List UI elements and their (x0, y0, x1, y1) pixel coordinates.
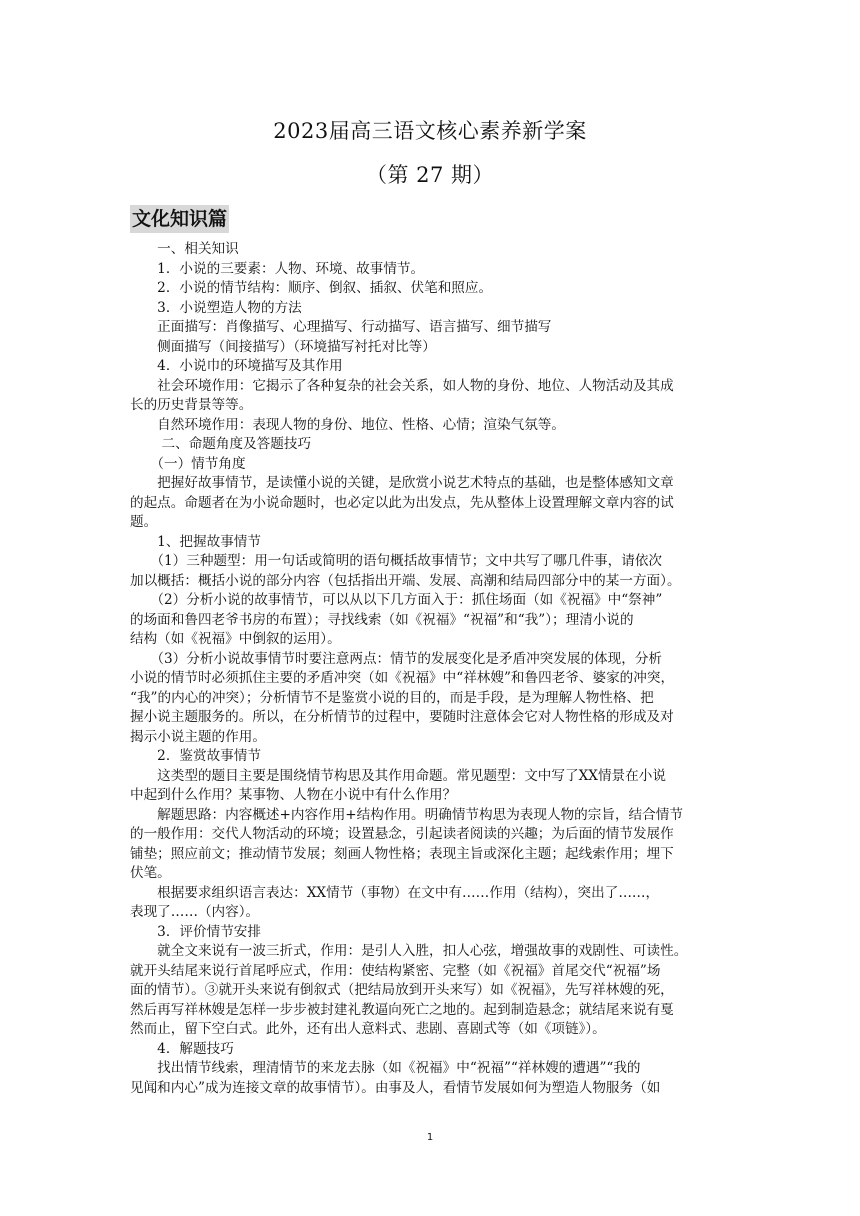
text-line: 这类型的题目主要是围绕情节构思及其作用命题。常见题型：文中写了XX情景在小说 (130, 767, 666, 784)
section-heading: 文化知识篇 (130, 205, 229, 233)
text-line: 解题思路：内容概述+内容作用+结构作用。明确情节构思为表现人物的宗旨，结合情节 (130, 806, 683, 823)
text-line: 的场面和鲁四老爷书房的布置）；寻找线索（如《祝福》“祝福”和“我”）；理清小说的 (130, 611, 634, 628)
text-line: 见闻和内心”成为连接文章的故事情节）。由事及人，看情节发展如何为塑造人物服务（如 (130, 1079, 661, 1096)
text-line: （2）分析小说的故事情节，可以从以下几方面入于：抓住场面（如《祝福》中“祭神” (130, 592, 663, 608)
text-line: 一、相关知识 (130, 241, 239, 257)
text-line: 找出情节线索，理清情节的来龙去脉（如《祝福》中“祝福”“祥林嫂的遭遇”“我的 (130, 1060, 641, 1076)
text-line: 正面描写：肖像描写、心理描写、行动描写、语言描写、细节描写 (130, 319, 552, 335)
text-line: 3．评价情节安排 (130, 923, 261, 940)
document-title: 2023届高三语文核心素养新学案 (273, 119, 587, 143)
text-line: 加以概括：概括小说的部分内容（包括指出开端、发展、高潮和结局四部分中的某一方面）。 (130, 572, 681, 589)
body-text (130, 240, 732, 1098)
text-line: 表现了……（内容）。 (130, 904, 260, 920)
text-line: 然而止，留下空白式。此外，还有出人意料式、悲剧、喜剧式等（如《项链》）。 (130, 1021, 606, 1037)
text-line: 侧面描写（间接描写）（环境描写衬托对比等） (130, 338, 436, 355)
text-line: 然后再写祥林嫂是怎样一步步被封建礼教逼向死亡之地的。起到制造悬念；就结尾来说有戛 (130, 1001, 674, 1018)
text-line: 的一般作用：交代人物活动的环境；设置悬念，引起读者阅读的兴趣；为后面的情节发展作 (130, 826, 674, 842)
text-line: （一）情节角度 (130, 455, 246, 472)
text-line: “我”的内心的冲突）；分析情节不是鉴赏小说的目的，而是手段，是为理解人物性格、把 (130, 689, 654, 706)
text-line: 题。 (130, 514, 158, 530)
text-line: 4．小说巾的环境描写及其作用 (130, 358, 343, 374)
text-line: 小说的情节时必须抓住主要的矛盾冲突（如《祝福》中“祥林嫂”和鲁四老爷、婆家的冲突， (130, 670, 675, 686)
text-line: 二、命题角度及答题技巧 (130, 436, 312, 452)
text-line: 伏笔。 (130, 865, 171, 881)
issue-number: （第 27 期） (365, 163, 495, 187)
text-line: 的起点。命题者在为小说命题时，也必定以此为出发点，先从整体上设置理解文章内容的试 (130, 494, 674, 511)
text-line: 铺垫；照应前文；推动情节发展；刻画人物性格；表现主旨或深化主题；起线索作用；埋下 (130, 845, 674, 862)
text-line: （1）三种题型：用一句话或简明的语句概括故事情节；文中共写了哪几件事，请依次 (130, 553, 663, 569)
text-line: 4．解题技巧 (130, 1040, 234, 1057)
text-line: 就开头结尾来说行首尾呼应式，作用：使结构紧密、完整（如《祝福》首尾交代“祝福”场 (130, 962, 661, 979)
text-line: 根据要求组织语言表达：XX情节（事物）在文中有……作用（结构），突出了……， (130, 884, 660, 901)
text-line: 社会环境作用：它揭示了各种复杂的社会关系，如人物的身份、地位、人物活动及其成 (130, 377, 674, 394)
text-line: 1、把握故事情节 (130, 533, 261, 550)
text-line: 中起到什么作用？某事物、人物在小说中有什么作用？ (130, 787, 457, 803)
text-line: 就全文来说有一波三折式，作用：是引人入胜，扣人心弦，增强故事的戏剧性、可读性。 (130, 943, 688, 959)
text-line: 握小说主题服务的。所以，在分析情节的过程中，要随时注意体会它对人物性格的形成及对 (130, 709, 674, 725)
text-line: 3．小说塑造人物的方法 (130, 299, 302, 316)
text-line: 揭示小说主题的作用。 (130, 728, 266, 745)
text-line: 结构（如《祝福》中倒叙的运用）。 (130, 631, 341, 647)
text-line: 长的历史背景等等。 (130, 397, 253, 413)
text-line: 面的情节）。③就开头来说有倒叙式（把结局放到开头来写）如《祝福》，先写祥林嫂的死， (130, 982, 674, 998)
text-line: 自然环境作用：表现人物的身份、地位、性格、心情；渲染气氛等。 (130, 416, 565, 433)
text-line: 把握好故事情节，是读懂小说的关键，是欣赏小说艺术特点的基础，也是整体感知文章 (130, 475, 674, 491)
text-line: （3）分析小说故事情节时要注意两点：情节的发展变化是矛盾冲突发展的体现，分析 (130, 650, 663, 667)
text-line: 1．小说的三要素：人物、环境、故事情节。 (130, 260, 425, 277)
text-line: 2．鉴赏故事情节 (130, 748, 261, 764)
page-number: 1 (426, 1132, 434, 1143)
text-line: 2．小说的情节结构：顺序、倒叙、插叙、伏笔和照应。 (130, 280, 493, 296)
